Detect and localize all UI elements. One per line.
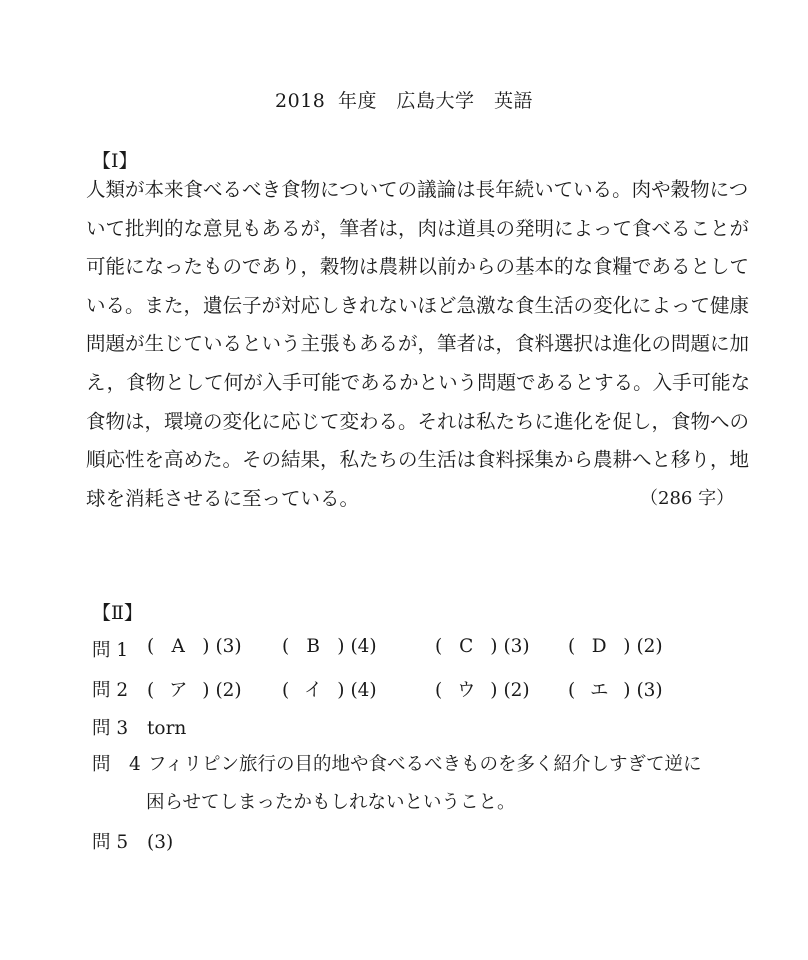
question-5-label: 問 5 <box>92 832 129 853</box>
question-1-answer-b: ( B ) (4) <box>282 636 377 657</box>
character-count: （286 字） <box>640 488 735 509</box>
question-2-answer-e: ( エ ) (3) <box>568 676 663 702</box>
question-1-answer-a: ( A ) (3) <box>147 636 242 657</box>
answer-letter: ア <box>168 680 188 701</box>
answer-score: (2) <box>636 636 663 657</box>
question-2-label: 問 2 <box>92 680 129 701</box>
answer-letter: A <box>171 636 185 657</box>
answer-score: (2) <box>215 680 242 701</box>
summary-line: 問題が生じているという主張もあるが，筆者は，食料選択は進化の問題に加 <box>86 332 750 356</box>
answer-score: (4) <box>350 680 377 701</box>
question-2-answer-a: ( ア ) (2) <box>147 676 242 702</box>
section-1-header: 【Ⅰ】 <box>92 150 138 172</box>
question-3-label: 問 3 <box>92 718 129 739</box>
section-2-header: 【Ⅱ】 <box>92 602 143 624</box>
summary-line: 球を消耗させるに至っている。 <box>86 486 360 510</box>
answer-letter: C <box>459 636 474 657</box>
answer-score: (4) <box>350 636 377 657</box>
question-1-answer-c: ( C ) (3) <box>435 636 530 657</box>
summary-line: 可能になったものであり，穀物は農耕以前からの基本的な食糧であるとして <box>86 255 750 279</box>
answer-score: (3) <box>636 680 663 701</box>
question-1-label: 問 1 <box>92 640 129 661</box>
question-3-row <box>92 714 186 740</box>
page-title: 2018 年度 広島大学 英語 <box>275 90 533 112</box>
question-5-answer: (3) <box>147 832 174 853</box>
question-2-answer-i: ( イ ) (4) <box>282 676 377 702</box>
question-2-row <box>92 676 712 702</box>
question-5-row <box>92 828 173 854</box>
question-1-answer-d: ( D ) (2) <box>568 636 663 657</box>
answer-score: (3) <box>503 636 530 657</box>
summary-line: 人類が本来食べるべき食物についての議論は長年続いている。肉や穀物につ <box>86 178 749 201</box>
question-3-answer: torn <box>147 718 187 739</box>
answer-score: (2) <box>503 680 530 701</box>
answer-letter: エ <box>589 680 609 701</box>
answer-letter: ウ <box>456 680 476 701</box>
answer-letter: D <box>591 636 607 657</box>
answer-letter: イ <box>303 680 323 701</box>
summary-line: 食物は，環境の変化に応じて変わる。それは私たちに進化を促し，食物への <box>86 409 750 433</box>
question-4-answer-line-2: 困らせてしまったかもしれないということ。 <box>146 792 516 813</box>
summary-line: え，食物として何が入手可能であるかという問題であるとする。入手可能な <box>86 370 751 394</box>
question-4-answer-line-1: フィリピン旅行の目的地や食べるべきものを多く紹介しすぎて逆に <box>148 754 702 775</box>
summary-line: いて批判的な意見もあるが，筆者は，肉は道具の発明によって食べることが <box>86 216 750 240</box>
question-1-row <box>92 636 712 662</box>
question-4-row <box>92 750 732 776</box>
section-1-summary <box>86 171 751 518</box>
question-4-label: 問 4 <box>92 754 141 775</box>
summary-line: いる。また，遺伝子が対応しきれないほど急激な食生活の変化によって健康 <box>86 293 750 317</box>
question-2-answer-u: ( ウ ) (2) <box>435 676 530 702</box>
answer-letter: B <box>306 636 321 657</box>
summary-line: 順応性を高めた。その結果，私たちの生活は食料採集から農耕へと移り，地 <box>86 448 750 472</box>
answer-score: (3) <box>215 636 242 657</box>
